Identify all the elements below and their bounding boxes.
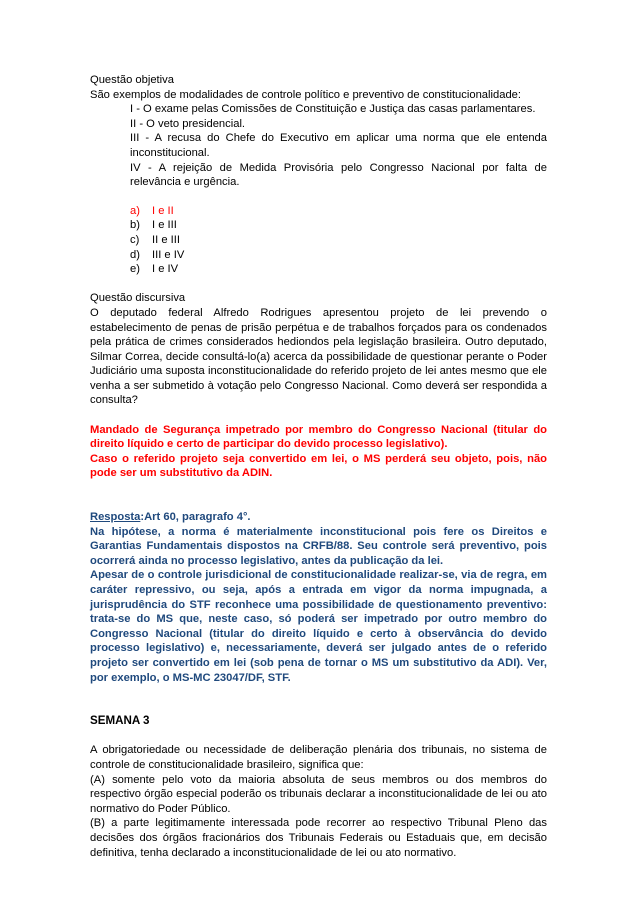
question-objective-prompt: São exemplos de modalidades de controle político e preventivo de constitucionalidade:: [90, 88, 521, 101]
option-text: I e IV: [152, 263, 179, 276]
question-discursive-title: Questão discursiva: [90, 292, 186, 305]
option-letter: d): [130, 248, 140, 261]
option-text: II e III: [152, 233, 180, 246]
option-c: [90, 233, 547, 248]
week3-prompt: A obrigatoriedade ou necessidade de deliberação plenária dos tribunais, no sistema de controle de constitucionalidade brasileiro, significa que:: [90, 744, 547, 771]
answer-label: Resposta: [90, 511, 141, 524]
week3-option-b: (B) a parte legitimamente interessada pode recorrer ao respectivo Tribunal Pleno das decisões dos órgãos fracionários dos Tribunais Federais ou Estaduais que, em decisão definitiva, tenha declarado a inconstitucionalidade de lei ou ato normativo.: [90, 817, 547, 859]
answer-reference: :Art 60, paragrafo 4°.: [140, 511, 251, 524]
answer-heading: [90, 510, 547, 525]
statement-item-3: III - A recusa do Chefe do Executivo em aplicar uma norma que ele entenda inconstitucional.: [130, 132, 547, 159]
option-e: [90, 262, 547, 277]
answer-paragraph-2: Apesar de o controle jurisdicional de constitucionalidade realizar-se, via de regra, em caráter repressivo, ou seja, após a entrada em vigor da norma impugnada, a jurisprudência do STF reconhece uma possibilidade de questionamento preventivo: trata-se do MS que, neste caso, só poderá ser impetrado por outro membro do Congresso Nacional (titular do direito líquido e certo à observância do devido processo legislativo) e, necessariamente, deverá ser julgado antes de o referido projeto ser convertido em lei (sob pena de tornar o MS um substitutivo da ADI). Ver, por exemplo, o MS-MC 23047/DF, STF.: [90, 569, 547, 684]
red-answer-2: Caso o referido projeto seja convertido em lei, o MS perderá seu objeto, pois, não pode ser um substitutivo da ADIN.: [90, 452, 547, 480]
statement-item-1: I - O exame pelas Comissões de Constituição e Justiça das casas parlamentares.: [130, 103, 536, 116]
statement-item-2: II - O veto presidencial.: [130, 117, 246, 130]
week3-option-a: (A) somente pelo voto da maioria absoluta de seus membros ou dos membros do respectivo órgão especial poderão os tribunais declarar a inconstitucionalidade de lei ou ato normativo do Poder Público.: [90, 773, 547, 815]
option-b: [90, 218, 547, 233]
answer-paragraph-1: Na hipótese, a norma é materialmente inconstitucional pois fere os Direitos e Garantias Fundamentais dispostos na CRFB/88. Seu controle será preventivo, pois ocorrerá ainda no processo legislativo, antes da publicação da lei.: [90, 525, 547, 567]
option-text: III e IV: [152, 248, 185, 261]
option-text: I e II: [152, 204, 174, 217]
question-objective-title: Questão objetiva: [90, 74, 174, 86]
red-answer-1: Mandado de Segurança impetrado por membro do Congresso Nacional (titular do direito líquido e certo de participar do devido processo legislativo).: [90, 423, 547, 451]
option-d: [90, 248, 547, 263]
option-a: [90, 204, 547, 219]
option-letter: e): [130, 263, 140, 276]
option-letter: a): [130, 204, 140, 217]
option-letter: b): [130, 219, 140, 232]
option-letter: c): [130, 233, 140, 246]
answer-options: [90, 204, 547, 277]
option-text: I e III: [152, 219, 177, 232]
statement-item-4: IV - A rejeição de Medida Provisória pelo Congresso Nacional por falta de relevância e urgência.: [130, 161, 547, 189]
document-page: [90, 73, 547, 860]
question-discursive-body: O deputado federal Alfredo Rodrigues apresentou projeto de lei prevendo o estabelecimento de penas de prisão perpétua e de trabalhos forçados para os condenados pela prática de crimes considerados hediondos pela legislação brasileira. Outro deputado, Silmar Correa, decide consultá-lo(a) acerca da possibilidade de questionar perante o Poder Judiciário uma suposta inconstitucionalidade do referido projeto de lei antes mesmo que ele venha a ser submetido à votação pelo Congresso Nacional. Como deverá ser respondida a consulta?: [90, 306, 547, 407]
week-heading: SEMANA 3: [90, 714, 150, 728]
